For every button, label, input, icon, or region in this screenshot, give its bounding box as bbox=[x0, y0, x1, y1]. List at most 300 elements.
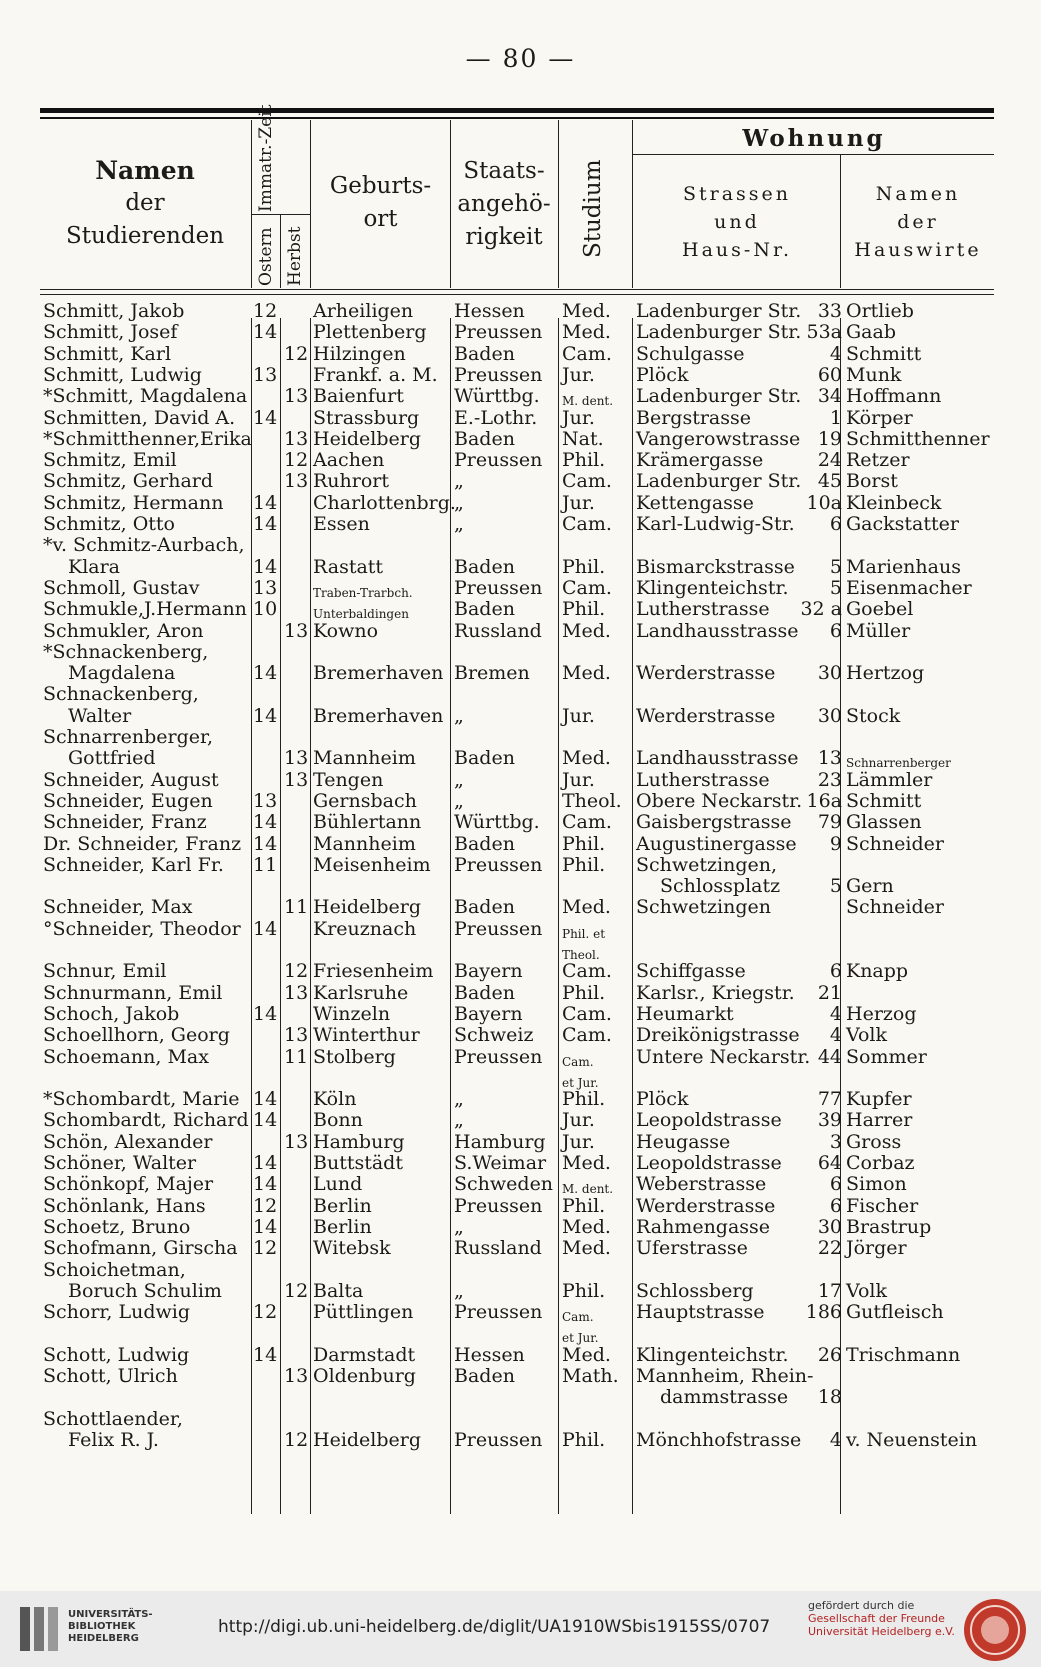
term-ostern: 14 bbox=[253, 832, 278, 855]
table-row bbox=[0, 875, 1041, 897]
table-row bbox=[0, 1109, 1041, 1131]
field-of-study: Jur. bbox=[562, 1130, 595, 1153]
header-namen-title: Namen bbox=[95, 156, 195, 185]
table-row bbox=[0, 407, 1041, 429]
house-number: 186 bbox=[805, 1301, 842, 1324]
street: Ladenburger Str. bbox=[636, 321, 802, 344]
term-herbst: 11 bbox=[284, 1045, 309, 1068]
field-of-study: Phil. bbox=[562, 555, 606, 578]
term-ostern: 13 bbox=[253, 363, 278, 386]
nationality: Russland bbox=[454, 1237, 542, 1260]
nationality: Preussen bbox=[454, 1045, 543, 1068]
student-name: Schmitt, Ludwig bbox=[43, 363, 202, 386]
field-of-study: et Jur. bbox=[562, 1075, 599, 1090]
birthplace: Berlin bbox=[313, 1194, 372, 1217]
street: Untere Neckarstr. bbox=[636, 1045, 811, 1068]
street: Schiffgasse bbox=[636, 960, 746, 983]
table-row bbox=[0, 1046, 1041, 1068]
street: Lutherstrasse bbox=[636, 768, 770, 791]
landlord: Eisenmacher bbox=[846, 576, 972, 599]
street: Leopoldstrasse bbox=[636, 1109, 782, 1132]
field-of-study: Phil. bbox=[562, 598, 606, 621]
header-hauswirte-2: der bbox=[897, 211, 939, 233]
nationality: Preussen bbox=[454, 1301, 543, 1324]
student-name: Schneider, Karl Fr. bbox=[43, 853, 224, 876]
student-name: Schombardt, Richard bbox=[43, 1109, 249, 1132]
term-ostern: 14 bbox=[253, 662, 278, 685]
student-name: Schneider, Max bbox=[43, 896, 193, 919]
term-herbst: 13 bbox=[284, 470, 309, 493]
field-of-study: Cam. bbox=[562, 811, 612, 834]
term-ostern: 14 bbox=[253, 1109, 278, 1132]
term-ostern: 14 bbox=[253, 1088, 278, 1111]
street: Heugasse bbox=[636, 1130, 731, 1153]
table-row bbox=[0, 556, 1041, 578]
field-of-study: Phil. bbox=[562, 449, 606, 472]
divider bbox=[840, 155, 841, 288]
landlord: Körper bbox=[846, 406, 913, 429]
table-row bbox=[0, 428, 1041, 450]
table-row bbox=[0, 1280, 1041, 1302]
nationality: Baden bbox=[454, 747, 515, 770]
student-name: Schmitt, Karl bbox=[43, 342, 172, 365]
top-rule bbox=[40, 108, 994, 113]
birthplace: Heidelberg bbox=[313, 427, 422, 450]
term-ostern: 14 bbox=[253, 491, 278, 514]
table-row bbox=[0, 1259, 1041, 1281]
nationality: Preussen bbox=[454, 449, 543, 472]
street: Schlossplatz bbox=[660, 875, 781, 898]
birthplace: Hilzingen bbox=[313, 342, 406, 365]
student-name: Schoemann, Max bbox=[43, 1045, 209, 1068]
birthplace: Hamburg bbox=[313, 1130, 405, 1153]
table-row bbox=[0, 1429, 1041, 1451]
house-number: 5 bbox=[829, 576, 842, 599]
table-row bbox=[0, 1237, 1041, 1259]
landlord: Herzog bbox=[846, 1002, 917, 1025]
field-of-study: et Jur. bbox=[562, 1331, 599, 1346]
street: Vangerowstrasse bbox=[636, 427, 801, 450]
landlord: Gross bbox=[846, 1130, 902, 1153]
table-row bbox=[0, 1131, 1041, 1153]
birthplace: Kowno bbox=[313, 619, 379, 642]
field-of-study: Jur. bbox=[562, 704, 595, 727]
header-geburtsort bbox=[313, 170, 448, 236]
field-of-study: Med. bbox=[562, 896, 611, 919]
house-number: 4 bbox=[829, 1024, 842, 1047]
house-number: 60 bbox=[817, 363, 842, 386]
house-number: 23 bbox=[817, 768, 842, 791]
term-herbst: 13 bbox=[284, 619, 309, 642]
birthplace: Bonn bbox=[313, 1109, 363, 1132]
landlord: Munk bbox=[846, 363, 902, 386]
birthplace: Plettenberg bbox=[313, 321, 427, 344]
house-number: 4 bbox=[829, 1428, 842, 1451]
field-of-study: Phil. bbox=[562, 832, 606, 855]
page-number: — 80 — bbox=[465, 44, 576, 73]
street: Plöck bbox=[636, 1088, 689, 1111]
divider bbox=[450, 120, 451, 288]
birthplace: Mannheim bbox=[313, 747, 416, 770]
header-rule bbox=[40, 294, 994, 295]
header-herbst: Herbst bbox=[285, 226, 305, 286]
header-hauswirte bbox=[842, 180, 994, 264]
library-name-line1: UNIVERSITÄTS- bbox=[68, 1609, 153, 1620]
student-name: Schottlaender, bbox=[43, 1407, 183, 1430]
field-of-study: Phil. bbox=[562, 1088, 606, 1111]
landlord: Glassen bbox=[846, 811, 922, 834]
birthplace: Traben-Trarbch. bbox=[313, 585, 413, 600]
nationality: Baden bbox=[454, 598, 515, 621]
header-staat-3: rigkeit bbox=[465, 224, 543, 250]
street: Schulgasse bbox=[636, 342, 745, 365]
birthplace: Ruhrort bbox=[313, 470, 390, 493]
table-row bbox=[0, 513, 1041, 535]
nationality: Baden bbox=[454, 1365, 515, 1387]
term-ostern: 11 bbox=[253, 853, 278, 876]
student-name: Schofmann, Girscha bbox=[43, 1237, 238, 1260]
landlord: Hertzog bbox=[846, 662, 925, 685]
field-of-study: Phil. et bbox=[562, 926, 606, 941]
house-number: 30 bbox=[817, 1215, 842, 1238]
street: Landhausstrasse bbox=[636, 619, 799, 642]
field-of-study: Jur. bbox=[562, 768, 595, 791]
landlord: Kleinbeck bbox=[846, 491, 942, 514]
street: Krämergasse bbox=[636, 449, 764, 472]
term-ostern: 14 bbox=[253, 406, 278, 429]
table-row bbox=[0, 854, 1041, 876]
table-row bbox=[0, 470, 1041, 492]
table-row bbox=[0, 300, 1041, 322]
street: Ladenburger Str. bbox=[636, 300, 802, 322]
birthplace: Buttstädt bbox=[313, 1152, 403, 1174]
nationality: Preussen bbox=[454, 853, 543, 876]
term-ostern: 14 bbox=[253, 917, 278, 940]
term-ostern: 14 bbox=[253, 704, 278, 727]
nationality: Schweden bbox=[454, 1173, 554, 1196]
university-library-logo bbox=[18, 1603, 62, 1655]
landlord: Schmitt bbox=[846, 789, 922, 812]
term-herbst: 13 bbox=[284, 981, 309, 1004]
street: Schwetzingen bbox=[636, 896, 772, 919]
field-of-study: Cam. bbox=[562, 1002, 612, 1025]
student-name: Schnackenberg, bbox=[43, 683, 199, 706]
term-ostern: 12 bbox=[253, 1301, 278, 1324]
field-of-study: Jur. bbox=[562, 406, 595, 429]
house-number: 32 a bbox=[800, 598, 842, 621]
field-of-study: Med. bbox=[562, 321, 611, 344]
student-name: Schmitten, David A. bbox=[43, 406, 236, 429]
field-of-study: Med. bbox=[562, 300, 611, 322]
nationality: Bremen bbox=[454, 662, 530, 685]
term-herbst: 12 bbox=[284, 342, 309, 365]
street: dammstrasse bbox=[660, 1386, 789, 1409]
term-ostern: 14 bbox=[253, 1002, 278, 1025]
street: Klingenteichstr. bbox=[636, 1343, 789, 1366]
field-of-study: Med. bbox=[562, 1237, 611, 1260]
term-ostern: 13 bbox=[253, 789, 278, 812]
library-name bbox=[68, 1609, 153, 1645]
sponsor-line3: Universität Heidelberg e.V. bbox=[808, 1625, 955, 1638]
landlord: Kupfer bbox=[846, 1088, 912, 1111]
field-of-study: Med. bbox=[562, 662, 611, 685]
nationality: Preussen bbox=[454, 576, 543, 599]
sponsor-text bbox=[808, 1599, 955, 1638]
header-hauswirte-1: Namen bbox=[875, 183, 961, 205]
field-of-study: Med. bbox=[562, 1215, 611, 1238]
nationality: Preussen bbox=[454, 1428, 543, 1451]
table-row bbox=[0, 683, 1041, 705]
birthplace: Witebsk bbox=[313, 1237, 391, 1260]
street: Heumarkt bbox=[636, 1002, 734, 1025]
student-name: Schmitt, Jakob bbox=[43, 300, 185, 322]
student-name: Magdalena bbox=[68, 662, 176, 685]
student-name: Schmitz, Emil bbox=[43, 449, 177, 472]
house-number: 39 bbox=[817, 1109, 842, 1132]
birthplace: Heidelberg bbox=[313, 896, 422, 919]
landlord: v. Neuenstein bbox=[846, 1428, 978, 1451]
student-name: Schoch, Jakob bbox=[43, 1002, 180, 1025]
student-name: Schmitz, Otto bbox=[43, 513, 175, 535]
house-number: 9 bbox=[829, 832, 842, 855]
field-of-study: Theol. bbox=[562, 789, 622, 812]
field-of-study: Cam. bbox=[562, 470, 612, 493]
birthplace: Tengen bbox=[313, 768, 384, 791]
nationality: Württbg. bbox=[454, 811, 540, 834]
header-studium: Studium bbox=[580, 159, 606, 258]
table-row bbox=[0, 641, 1041, 663]
landlord: Volk bbox=[846, 1279, 888, 1302]
nationality: „ bbox=[454, 491, 464, 514]
nationality: „ bbox=[454, 1215, 464, 1238]
street: Kettengasse bbox=[636, 491, 754, 514]
birthplace: Balta bbox=[313, 1279, 364, 1302]
table-row bbox=[0, 1408, 1041, 1430]
birthplace: Frankf. a. M. bbox=[313, 363, 438, 386]
source-url[interactable]: http://digi.ub.uni-heidelberg.de/diglit/UA1910WSbis1915SS/0707 bbox=[218, 1617, 771, 1637]
header-wohnung: Wohnung bbox=[742, 125, 886, 152]
student-name: *Schnackenberg, bbox=[43, 640, 209, 663]
nationality: „ bbox=[454, 768, 464, 791]
field-of-study: Phil. bbox=[562, 1428, 606, 1451]
term-ostern: 14 bbox=[253, 1173, 278, 1196]
landlord: Fischer bbox=[846, 1194, 919, 1217]
library-name-line2: BIBLIOTHEK bbox=[68, 1621, 136, 1632]
house-number: 30 bbox=[817, 704, 842, 727]
student-name: Schmoll, Gustav bbox=[43, 576, 200, 599]
field-of-study: Cam. bbox=[562, 1024, 612, 1047]
nationality: Baden bbox=[454, 981, 515, 1004]
nationality: Preussen bbox=[454, 1194, 543, 1217]
house-number: 5 bbox=[829, 555, 842, 578]
header-rule bbox=[40, 289, 994, 290]
birthplace: Winterthur bbox=[313, 1024, 420, 1047]
landlord: Retzer bbox=[846, 449, 910, 472]
landlord: Marienhaus bbox=[846, 555, 961, 578]
sponsor-line1: gefördert durch die bbox=[808, 1599, 915, 1612]
birthplace: Darmstadt bbox=[313, 1343, 416, 1366]
birthplace: Winzeln bbox=[313, 1002, 391, 1025]
term-ostern: 10 bbox=[253, 598, 278, 621]
landlord: Schmitthenner bbox=[846, 427, 990, 450]
student-name: Felix R. J. bbox=[68, 1428, 159, 1451]
birthplace: Köln bbox=[313, 1088, 357, 1111]
student-name: Schnur, Emil bbox=[43, 960, 167, 983]
birthplace: Mannheim bbox=[313, 832, 416, 855]
term-herbst: 13 bbox=[284, 1130, 309, 1153]
student-name: *v. Schmitz-Aurbach, bbox=[43, 534, 245, 557]
street: Karlsr., Kriegstr. bbox=[636, 981, 795, 1004]
street: Weberstrasse bbox=[636, 1173, 767, 1196]
field-of-study: Phil. bbox=[562, 1279, 606, 1302]
term-herbst: 13 bbox=[284, 427, 309, 450]
student-name: Schnarrenberger, bbox=[43, 726, 214, 748]
street: Karl-Ludwig-Str. bbox=[636, 513, 795, 535]
header-der: der bbox=[125, 190, 165, 216]
landlord: Goebel bbox=[846, 598, 914, 621]
field-of-study: Nat. bbox=[562, 427, 604, 450]
divider bbox=[251, 120, 252, 288]
table-row bbox=[0, 1067, 1041, 1089]
birthplace: Bremerhaven bbox=[313, 704, 444, 727]
field-of-study: Jur. bbox=[562, 363, 595, 386]
landlord: Schmitt bbox=[846, 342, 922, 365]
student-name: Schneider, Eugen bbox=[43, 789, 213, 812]
birthplace: Stolberg bbox=[313, 1045, 396, 1068]
student-name: Gottfried bbox=[68, 747, 156, 770]
student-name: *Schmitthenner,Erika bbox=[43, 427, 252, 450]
birthplace: Friesenheim bbox=[313, 960, 434, 983]
landlord: Borst bbox=[846, 470, 898, 493]
term-ostern: 14 bbox=[253, 513, 278, 535]
table-row bbox=[0, 1024, 1041, 1046]
nationality: „ bbox=[454, 704, 464, 727]
student-name: Schoellhorn, Georg bbox=[43, 1024, 230, 1047]
field-of-study: Cam. bbox=[562, 1310, 594, 1325]
table-row bbox=[0, 747, 1041, 769]
table-row bbox=[0, 833, 1041, 855]
table-row bbox=[0, 1088, 1041, 1110]
house-number: 26 bbox=[817, 1343, 842, 1366]
birthplace: Arheiligen bbox=[313, 300, 414, 322]
table-row bbox=[0, 577, 1041, 599]
table-row bbox=[0, 1322, 1041, 1344]
table-row bbox=[0, 321, 1041, 343]
landlord: Jörger bbox=[846, 1237, 907, 1260]
birthplace: Gernsbach bbox=[313, 789, 417, 812]
student-name: Schmukler, Aron bbox=[43, 619, 204, 642]
house-number: 10a bbox=[806, 491, 842, 514]
nationality: Baden bbox=[454, 896, 515, 919]
field-of-study: Cam. bbox=[562, 960, 612, 983]
field-of-study: Jur. bbox=[562, 491, 595, 514]
header-strassen-2: und bbox=[714, 211, 760, 233]
nationality: Bayern bbox=[454, 1002, 523, 1025]
student-name: Schönkopf, Majer bbox=[43, 1173, 214, 1196]
birthplace: Meisenheim bbox=[313, 853, 431, 876]
nationality: Baden bbox=[454, 427, 515, 450]
landlord: Volk bbox=[846, 1024, 888, 1047]
street: Mannheim, Rhein- bbox=[636, 1365, 814, 1387]
table-row bbox=[0, 364, 1041, 386]
term-herbst: 12 bbox=[284, 960, 309, 983]
library-name-line3: HEIDELBERG bbox=[68, 1633, 139, 1644]
street: Uferstrasse bbox=[636, 1237, 748, 1260]
student-name: Schmitz, Hermann bbox=[43, 491, 224, 514]
landlord: Gutfleisch bbox=[846, 1301, 944, 1324]
student-name: Schmitz, Gerhard bbox=[43, 470, 214, 493]
birthplace: Strassburg bbox=[313, 406, 420, 429]
house-number: 6 bbox=[829, 960, 842, 983]
student-name: Schön, Alexander bbox=[43, 1130, 213, 1153]
table-row bbox=[0, 1301, 1041, 1323]
nationality: Baden bbox=[454, 555, 515, 578]
table-row bbox=[0, 492, 1041, 514]
landlord: Harrer bbox=[846, 1109, 913, 1132]
birthplace: Oldenburg bbox=[313, 1365, 416, 1387]
term-herbst: 13 bbox=[284, 768, 309, 791]
nationality: Bayern bbox=[454, 960, 523, 983]
student-name: Schneider, August bbox=[43, 768, 219, 791]
nationality: „ bbox=[454, 789, 464, 812]
header-staat-1: Staats- bbox=[463, 158, 545, 184]
landlord: Lämmler bbox=[846, 768, 933, 791]
landlord: Gaab bbox=[846, 321, 896, 344]
landlord: Gern bbox=[846, 875, 894, 898]
nationality: „ bbox=[454, 1279, 464, 1302]
header-namen bbox=[45, 154, 245, 253]
term-ostern: 14 bbox=[253, 1343, 278, 1366]
street: Lutherstrasse bbox=[636, 598, 770, 621]
header-staat-2: angehö- bbox=[457, 191, 551, 217]
landlord: Sommer bbox=[846, 1045, 927, 1068]
street: Werderstrasse bbox=[636, 1194, 776, 1217]
header-strassen-3: Haus-Nr. bbox=[682, 239, 792, 261]
table-row bbox=[0, 726, 1041, 748]
birthplace: Lund bbox=[313, 1173, 363, 1196]
street: Hauptstrasse bbox=[636, 1301, 765, 1324]
house-number: 6 bbox=[829, 1173, 842, 1196]
landlord: Ortlieb bbox=[846, 300, 914, 322]
landlord: Schnarrenberger bbox=[846, 756, 951, 771]
street: Schlossberg bbox=[636, 1279, 754, 1302]
term-ostern: 12 bbox=[253, 300, 278, 322]
student-name: Schmukle,J.Hermann bbox=[43, 598, 247, 621]
table-row bbox=[0, 1152, 1041, 1174]
house-number: 4 bbox=[829, 342, 842, 365]
header-staat bbox=[452, 155, 556, 254]
nationality: Württbg. bbox=[454, 385, 540, 408]
table-row bbox=[0, 449, 1041, 471]
house-number: 77 bbox=[817, 1088, 842, 1111]
student-name: Schnurmann, Emil bbox=[43, 981, 223, 1004]
landlord: Stock bbox=[846, 704, 901, 727]
student-name: Schott, Ulrich bbox=[43, 1365, 178, 1387]
birthplace: Heidelberg bbox=[313, 1428, 422, 1451]
house-number: 33 bbox=[817, 300, 842, 322]
house-number: 45 bbox=[817, 470, 842, 493]
birthplace: Essen bbox=[313, 513, 370, 535]
house-number: 13 bbox=[817, 747, 842, 770]
term-ostern: 14 bbox=[253, 555, 278, 578]
nationality: Hessen bbox=[454, 1343, 525, 1366]
student-name: Schönlank, Hans bbox=[43, 1194, 206, 1217]
landlord: Schneider bbox=[846, 896, 944, 919]
term-ostern: 14 bbox=[253, 811, 278, 834]
house-number: 64 bbox=[817, 1152, 842, 1174]
house-number: 17 bbox=[817, 1279, 842, 1302]
term-ostern: 14 bbox=[253, 1152, 278, 1174]
